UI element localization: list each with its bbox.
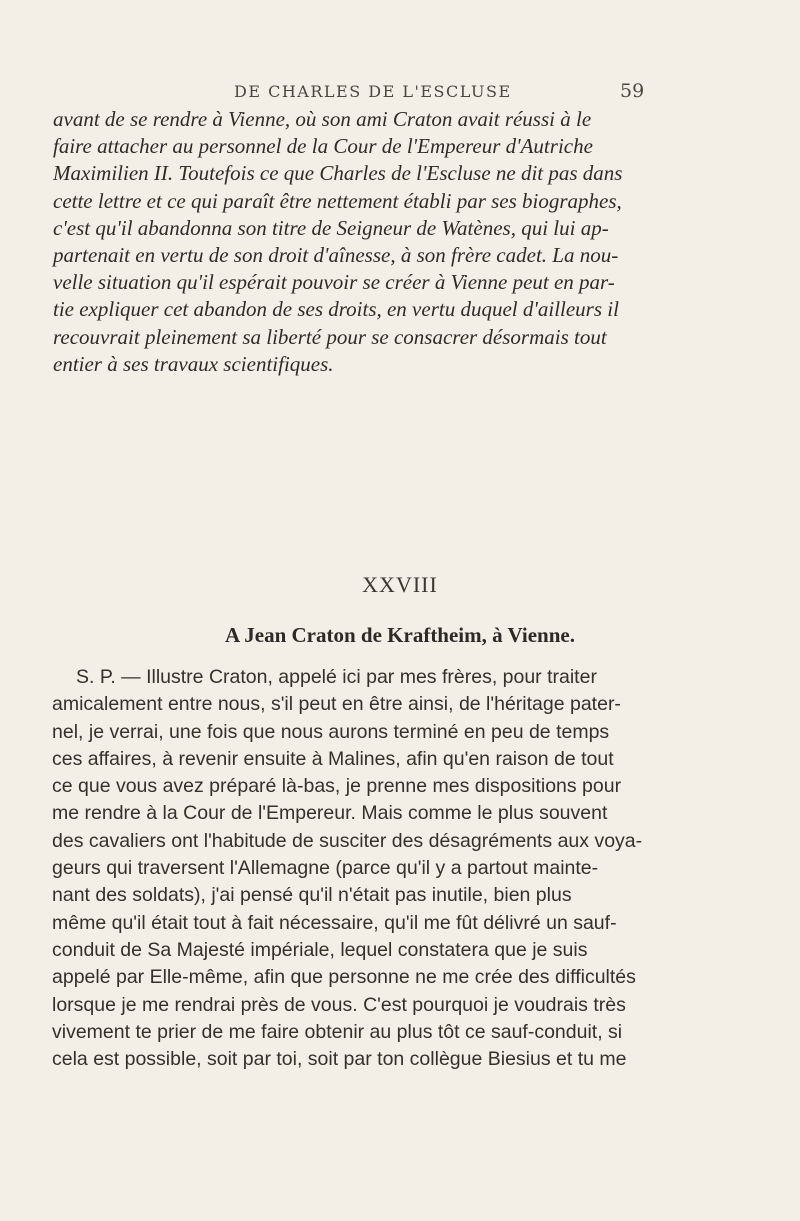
body-line: S. P. — Illustre Craton, appelé ici par mes frères, pour traiter <box>76 666 597 688</box>
body-line: vivement te prier de me faire obtenir au plus tôt ce sauf-conduit, si <box>52 1020 623 1043</box>
body-line: appelé par Elle-même, afin que personne ne me crée des difficultés <box>52 966 636 989</box>
intro-line: recouvrait pleinement sa liberté pour se consacrer désormais tout <box>53 324 607 349</box>
body-line: me rendre à la Cour de l'Empereur. Mais comme le plus souvent <box>52 802 608 825</box>
body-line: des cavaliers ont l'habitude de susciter des désagréments aux voya- <box>52 829 643 852</box>
intro-line: partenait en vertu de son droit d'aînesse, à son frère cadet. La nou- <box>53 243 619 268</box>
intro-line: entier à ses travaux scientifiques. <box>53 351 334 376</box>
letter-body <box>52 664 750 1073</box>
intro-line: tie expliquer cet abandon de ses droits, en vertu duquel d'ailleurs il <box>53 297 619 322</box>
body-line: ces affaires, à revenir ensuite à Malines, afin qu'en raison de tout <box>52 747 614 770</box>
intro-line: cette lettre et ce qui paraît être nettement établi par ses biographes, <box>53 188 622 213</box>
body-line: amicalement entre nous, s'il peut en être ainsi, de l'héritage pater- <box>52 693 621 716</box>
body-line: geurs qui traversent l'Allemagne (parce qu'il y a partout mainte- <box>52 857 599 880</box>
section-number: XXVIII <box>362 572 438 597</box>
body-line: lorsque je me rendrai près de vous. C'est pourquoi je voudrais très <box>52 993 626 1016</box>
intro-line: Maximilien II. Toutefois ce que Charles de l'Escluse ne dit pas dans <box>53 161 623 186</box>
intro-line: avant de se rendre à Vienne, où son ami Craton avait réussi à le <box>53 107 592 131</box>
intro-line: velle situation qu'il espérait pouvoir se créer à Vienne peut en par- <box>53 270 615 295</box>
intro-paragraph <box>53 106 747 378</box>
running-title: DE CHARLES DE L'ESCLUSE <box>234 82 512 101</box>
body-line: même qu'il était tout à fait nécessaire, qu'il me fût délivré un sauf- <box>52 911 617 934</box>
body-line: ce que vous avez préparé là-bas, je prenne mes dispositions pour <box>52 775 622 798</box>
running-head <box>0 80 800 106</box>
body-line: nant des soldats), j'ai pensé qu'il n'était pas inutile, bien plus <box>52 884 572 907</box>
letter-heading: A Jean Craton de Kraftheim, à Vienne. <box>225 623 575 647</box>
body-line: nel, je verrai, une fois que nous aurons terminé en peu de temps <box>52 720 610 743</box>
body-line: cela est possible, soit par toi, soit par ton collègue Biesius et tu me <box>52 1048 627 1071</box>
page-number: 59 <box>620 80 645 102</box>
body-line: conduit de Sa Majesté impériale, lequel constatera que je suis <box>52 938 588 961</box>
intro-line: c'est qu'il abandonna son titre de Seigneur de Watènes, qui lui ap- <box>53 215 609 240</box>
intro-line: faire attacher au personnel de la Cour de l'Empereur d'Autriche <box>53 134 593 159</box>
